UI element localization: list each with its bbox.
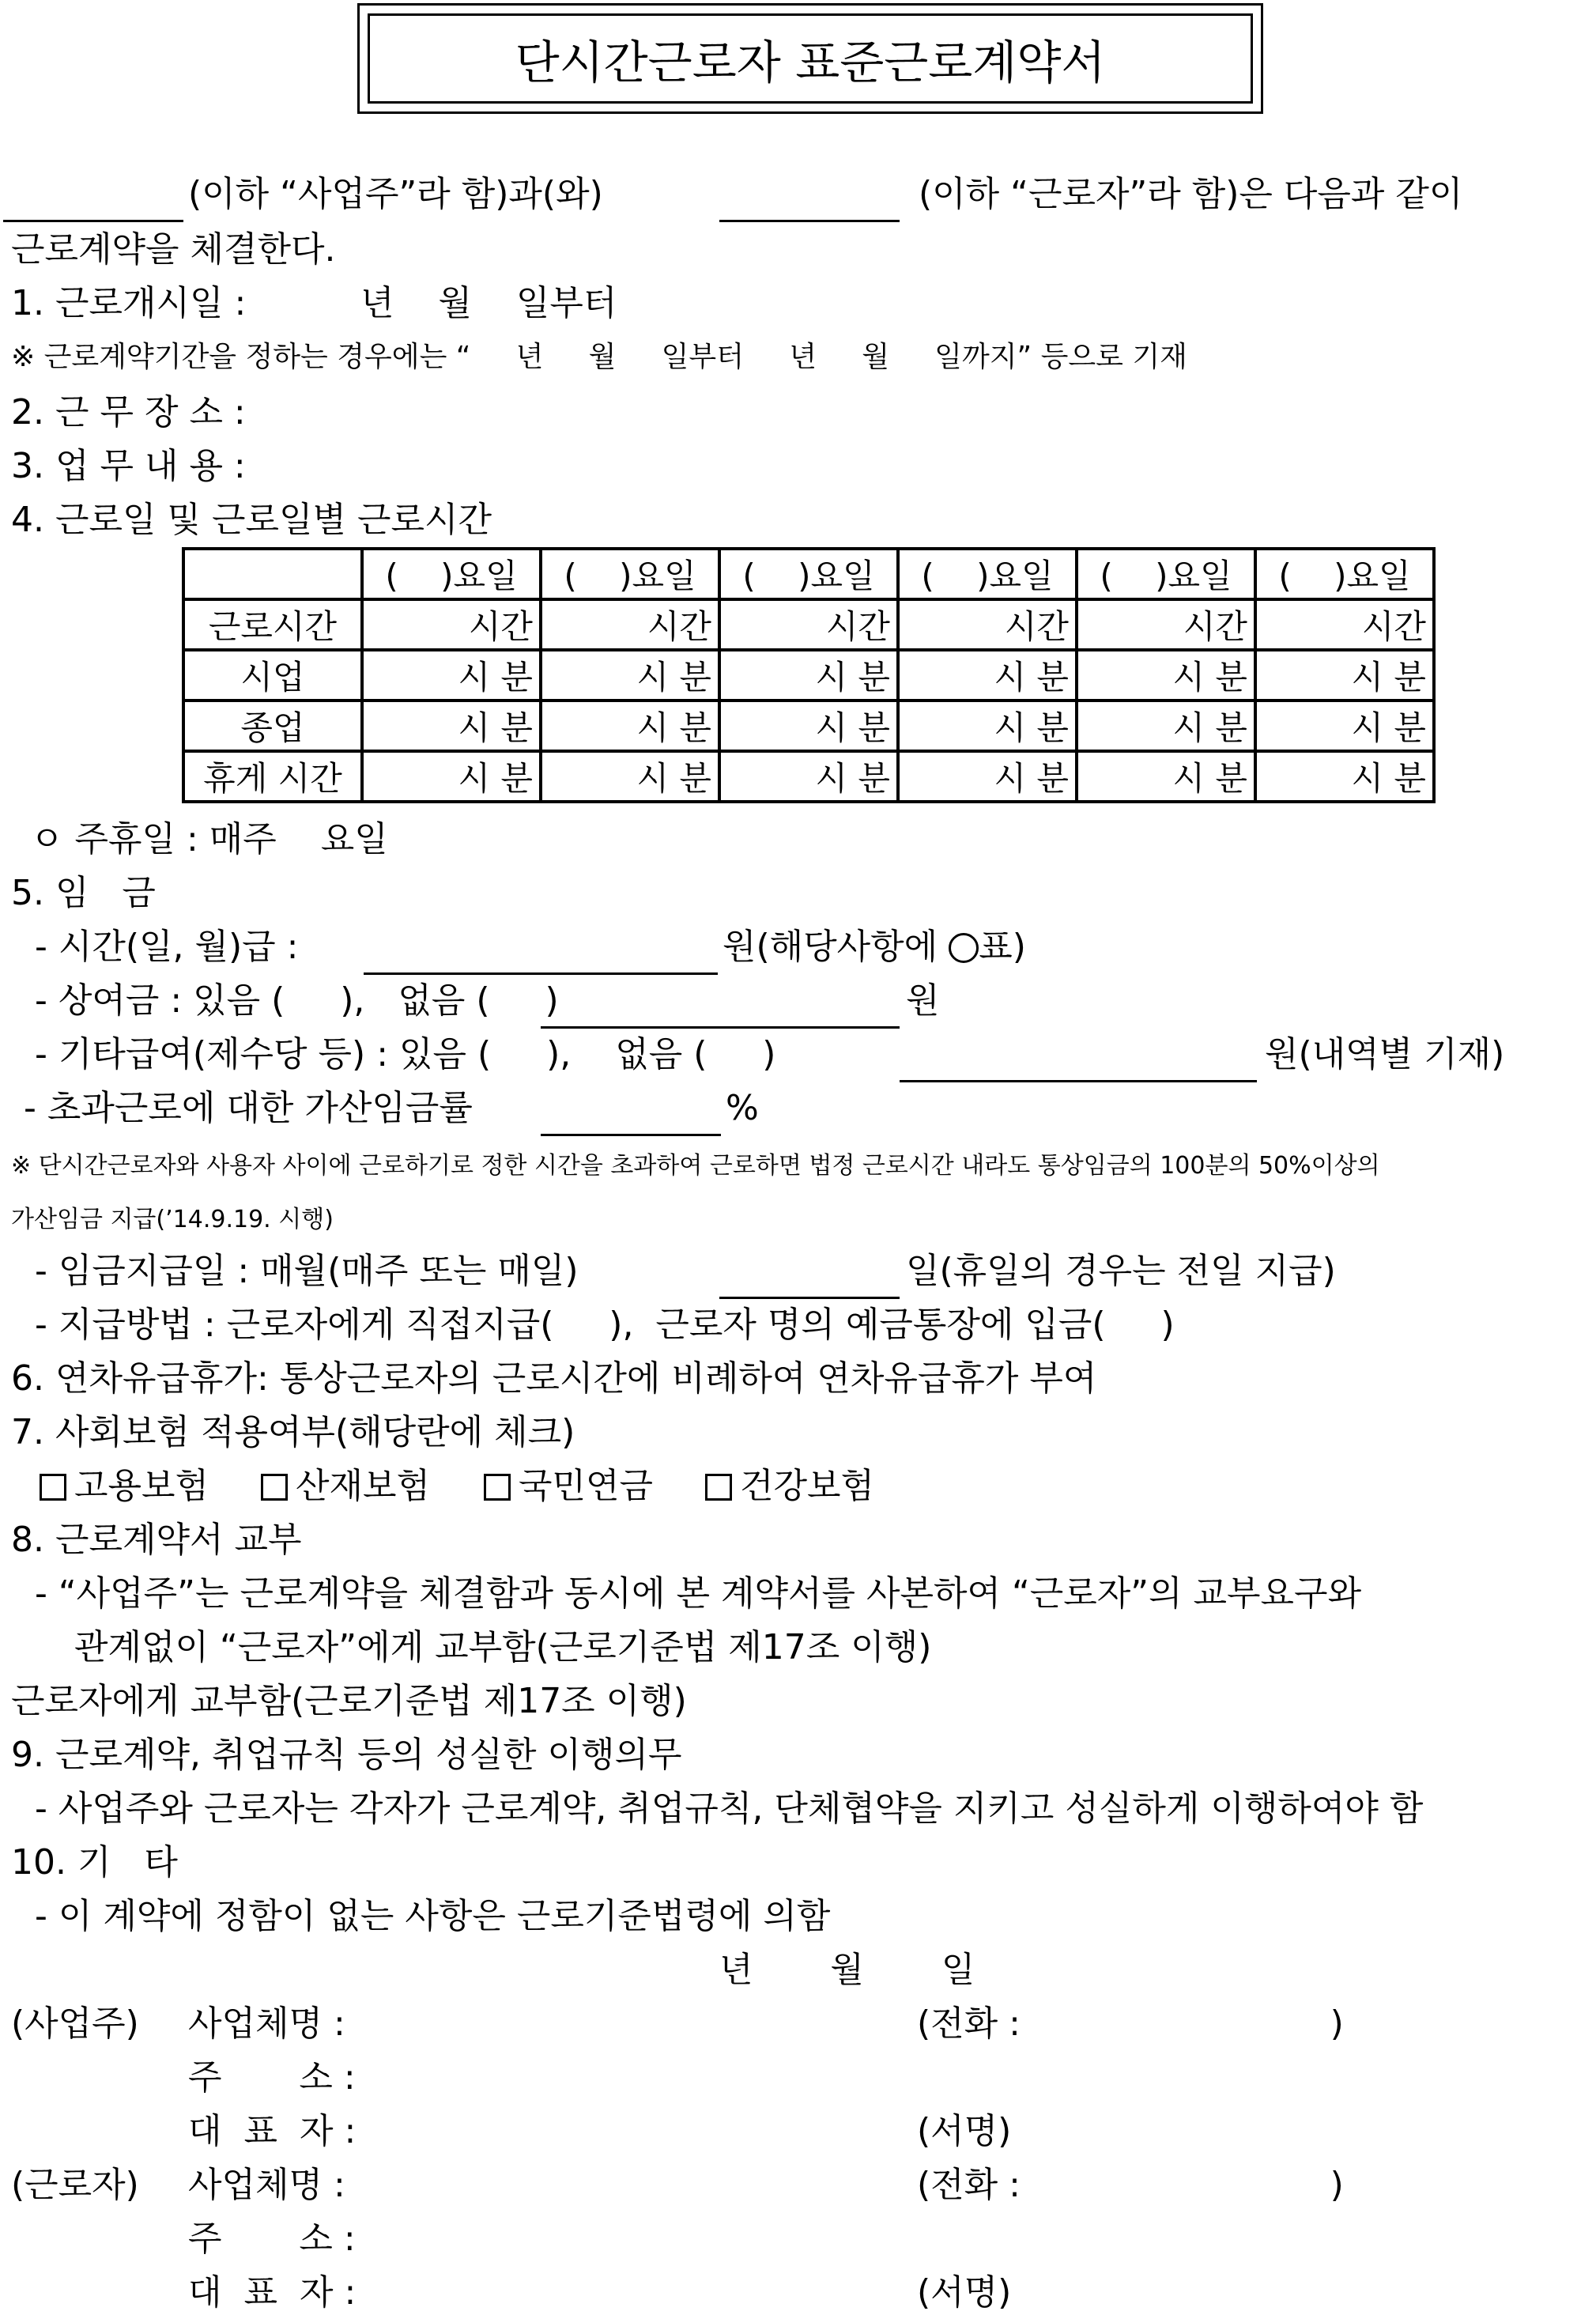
cell-hours[interactable]: 시간 xyxy=(362,599,541,650)
s9-title: 9. 근로계약, 취업규칙 등의 성실한 이행의무 xyxy=(11,1735,682,1775)
day-header[interactable]: ( )요일 xyxy=(1077,549,1255,599)
document-title: 단시간근로자 표준근로계약서 xyxy=(515,36,1106,89)
cell-time[interactable]: 시 분 xyxy=(1255,751,1434,802)
day-header[interactable]: ( )요일 xyxy=(362,549,541,599)
cell-time[interactable]: 시 분 xyxy=(362,650,541,701)
s2-workplace: 2. 근 무 장 소 : xyxy=(11,392,246,432)
s7-title: 7. 사회보험 적용여부(해당란에 체크) xyxy=(11,1412,575,1452)
payday-label: - 임금지급일 : 매월(매주 또는 매일) xyxy=(35,1251,579,1291)
worker-name-blank[interactable] xyxy=(719,220,900,222)
insurance-item-employment[interactable] xyxy=(40,1466,209,1506)
cell-time[interactable]: 시 분 xyxy=(1077,751,1255,802)
worker-rep-label: 대 표 자 : xyxy=(188,2272,357,2313)
row-label: 종업 xyxy=(183,701,362,751)
day-header[interactable]: ( )요일 xyxy=(1255,549,1434,599)
payday-blank[interactable] xyxy=(719,1297,900,1299)
cell-time[interactable]: 시 분 xyxy=(362,701,541,751)
worker-label: (근로자) xyxy=(11,2165,139,2205)
overtime-label: - 초과근로에 대한 가산임금률 xyxy=(24,1088,473,1128)
cell-time[interactable]: 시 분 xyxy=(1255,701,1434,751)
day-header[interactable]: ( )요일 xyxy=(719,549,898,599)
s8-title: 8. 근로계약서 교부 xyxy=(11,1520,302,1560)
title-box xyxy=(357,3,1263,114)
row-end-time xyxy=(183,701,1434,751)
weekly-holiday: ㅇ 주휴일 : 매주 요일 xyxy=(30,819,388,859)
s8-line2: 관계없이 “근로자”에게 교부함(근로기준법 제17조 이행) xyxy=(74,1627,932,1667)
s6-annual-leave: 6. 연차유급휴가: 통상근로자의 근로시간에 비례하여 연차유급휴가 부여 xyxy=(11,1358,1097,1399)
overtime-rate-blank[interactable] xyxy=(541,1134,721,1136)
employer-name-blank[interactable] xyxy=(3,220,183,222)
insurance-label: 고용보험 xyxy=(74,1466,209,1506)
worker-signature-label: (서명) xyxy=(917,2272,1012,2313)
cell-time[interactable]: 시 분 xyxy=(898,650,1077,701)
other-pay-blank[interactable] xyxy=(900,1080,1257,1082)
worker-address-label: 주 소 : xyxy=(188,2219,356,2259)
s1-date: 년 월 일부터 xyxy=(360,283,617,323)
bonus-label: - 상여금 : 있음 ( ), 없음 ( ) xyxy=(35,980,559,1021)
cell-time[interactable]: 시 분 xyxy=(541,751,719,802)
cell-time[interactable]: 시 분 xyxy=(1077,701,1255,751)
cell-time[interactable]: 시 분 xyxy=(541,701,719,751)
cell-hours[interactable]: 시간 xyxy=(1077,599,1255,650)
row-label: 휴게 시간 xyxy=(183,751,362,802)
s8-line3: 근로자에게 교부함(근로기준법 제17조 이행) xyxy=(11,1681,687,1721)
cell-time[interactable]: 시 분 xyxy=(362,751,541,802)
insurance-label: 건강보험 xyxy=(740,1466,875,1506)
insurance-item-pension[interactable] xyxy=(484,1466,654,1506)
worker-company-label: 사업체명 : xyxy=(188,2165,345,2205)
employer-address-label: 주 소 : xyxy=(188,2057,356,2098)
row-break-time xyxy=(183,751,1434,802)
checkbox-icon[interactable] xyxy=(484,1474,511,1501)
cell-time[interactable]: 시 분 xyxy=(719,701,898,751)
employer-rep-label: 대 표 자 : xyxy=(188,2111,357,2151)
bonus-amount-blank[interactable] xyxy=(541,1026,900,1029)
schedule-table xyxy=(182,547,1436,803)
s10-title: 10. 기 타 xyxy=(11,1842,178,1883)
hourly-wage-blank[interactable] xyxy=(364,972,718,975)
payday-suffix: 일(휴일의 경우는 전일 지급) xyxy=(906,1251,1336,1291)
employer-signature-label: (서명) xyxy=(917,2111,1012,2151)
employer-label: (사업주) xyxy=(11,2003,139,2044)
row-work-hours xyxy=(183,599,1434,650)
s4-title: 4. 근로일 및 근로일별 근로시간 xyxy=(11,500,492,540)
cell-time[interactable]: 시 분 xyxy=(719,751,898,802)
s10-line1: - 이 계약에 정함이 없는 사항은 근로기준법령에 의함 xyxy=(35,1896,831,1936)
s1-label: 1. 근로개시일 : xyxy=(11,283,247,323)
cell-time[interactable]: 시 분 xyxy=(1255,650,1434,701)
insurance-item-health[interactable] xyxy=(705,1466,875,1506)
cell-time[interactable]: 시 분 xyxy=(541,650,719,701)
employer-company-label: 사업체명 : xyxy=(188,2003,345,2044)
row-label: 근로시간 xyxy=(183,599,362,650)
title-inner-frame xyxy=(368,13,1253,104)
header-blank-cell xyxy=(183,549,362,599)
schedule-header-row xyxy=(183,549,1434,599)
insurance-label: 산재보험 xyxy=(296,1466,431,1506)
overtime-suffix: % xyxy=(726,1088,759,1128)
cell-time[interactable]: 시 분 xyxy=(719,650,898,701)
s3-duties: 3. 업 무 내 용 : xyxy=(11,446,246,486)
contract-date: 년 월 일 xyxy=(719,1950,975,1990)
cell-hours[interactable]: 시간 xyxy=(719,599,898,650)
intro-line2: 근로계약을 체결한다. xyxy=(11,229,336,270)
s8-line1: - “사업주”는 근로계약을 체결함과 동시에 본 계약서를 사본하여 “근로자”의 교부요구와 xyxy=(35,1573,1362,1614)
hourly-wage-suffix xyxy=(723,927,1026,967)
day-header[interactable]: ( )요일 xyxy=(541,549,719,599)
cell-time[interactable]: 시 분 xyxy=(1077,650,1255,701)
insurance-item-accident[interactable] xyxy=(261,1466,431,1506)
checkbox-icon[interactable] xyxy=(40,1474,66,1501)
other-pay-suffix: 원(내역별 기재) xyxy=(1265,1034,1505,1074)
worker-phone-label: (전화 : ) xyxy=(917,2165,1344,2205)
s9-line1: - 사업주와 근로자는 각자가 근로계약, 취업규칙, 단체협약을 지키고 성실하게 이행하여야 함 xyxy=(35,1788,1424,1829)
s5-title: 5. 임 금 xyxy=(11,873,156,913)
checkbox-icon[interactable] xyxy=(261,1474,288,1501)
cell-hours[interactable]: 시간 xyxy=(1255,599,1434,650)
cell-time[interactable]: 시 분 xyxy=(898,701,1077,751)
cell-hours[interactable]: 시간 xyxy=(898,599,1077,650)
cell-time[interactable]: 시 분 xyxy=(898,751,1077,802)
day-header[interactable]: ( )요일 xyxy=(898,549,1077,599)
circle-icon xyxy=(949,933,979,963)
overtime-note-line1: ※ 단시간근로자와 사용자 사이에 근로하기로 정한 시간을 초과하여 근로하면 법정 근로시간 내라도 통상임금의 100분의 50%이상의 xyxy=(11,1152,1380,1180)
payment-method: - 지급방법 : 근로자에게 직접지급( ), 근로자 명의 예금통장에 입금( ) xyxy=(35,1305,1175,1345)
row-label: 시업 xyxy=(183,650,362,701)
cell-hours[interactable]: 시간 xyxy=(541,599,719,650)
other-pay-label: - 기타급여(제수당 등) : 있음 ( ), 없음 ( ) xyxy=(35,1034,776,1074)
hourly-wage-label: - 시간(일, 월)급 : xyxy=(35,927,299,967)
bonus-suffix: 원 xyxy=(906,980,940,1021)
s1-note: ※ 근로계약기간을 정하는 경우에는 “ 년 월 일부터 년 월 일까지” 등으로 기재 xyxy=(11,341,1187,373)
row-start-time xyxy=(183,650,1434,701)
employer-phone-label: (전화 : ) xyxy=(917,2003,1344,2044)
intro-worker-text: (이하 “근로자”라 함)은 다음과 같이 xyxy=(919,174,1463,214)
overtime-note-line2: 가산임금 지급(’14.9.19. 시행) xyxy=(11,1206,334,1233)
hourly-suffix-a: 원(해당사항에 xyxy=(723,927,949,967)
checkbox-icon[interactable] xyxy=(705,1474,732,1501)
intro-employer-text: (이하 “사업주”라 함)과(와) xyxy=(188,174,603,214)
hourly-suffix-b: 표) xyxy=(979,927,1026,967)
insurance-label: 국민연금 xyxy=(519,1466,654,1506)
